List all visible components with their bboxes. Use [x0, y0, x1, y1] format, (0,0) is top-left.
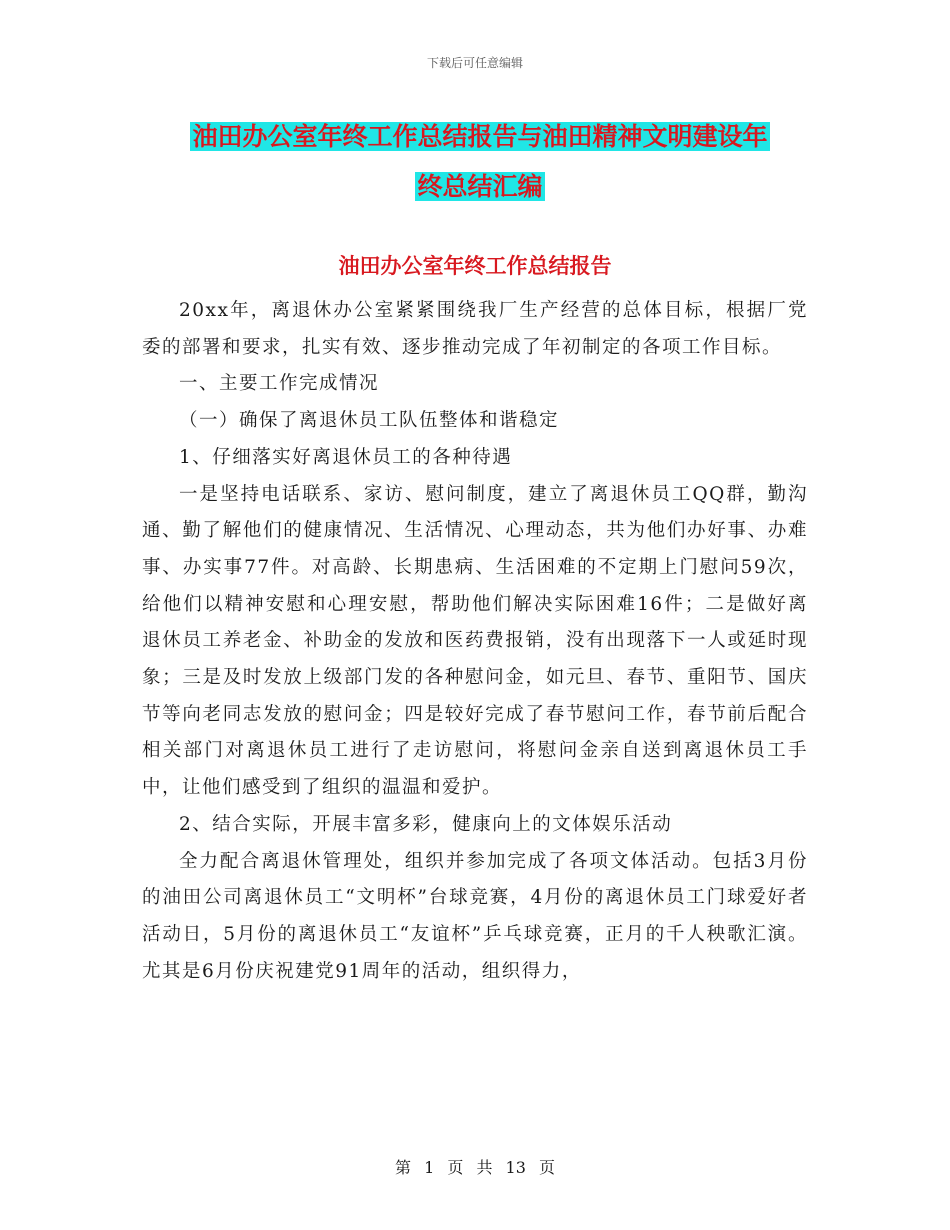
body-text — [142, 293, 808, 990]
paragraph: 一是坚持电话联系、家访、慰问制度，建立了离退休员工QQ群，勤沟通、勤了解他们的健康情况、生活情况、心理动态，共为他们办好事、办难事、办实事77件。对高龄、长期患病、生活困难的不定期上门慰问59次，给他们以精神安慰和心理安慰，帮助他们解决实际困难16件；二是做好离退休员工养老金、补助金的发放和医药费报销，没有出现落下一人或延时现象；三是及时发放上级部门发的各种慰问金，如元旦、春节、重阳节、国庆节等向老同志发放的慰问金；四是较好完成了春节慰问工作，春节前后配合相关部门对离退休员工进行了走访慰问，将慰问金亲自送到离退休员工手中，让他们感受到了组织的温温和爱护。 — [142, 483, 808, 799]
heading-level-2: （一）确保了离退休员工队伍整体和谐稳定 — [179, 410, 560, 432]
paragraph: 全力配合离退休管理处，组织并参加完成了各项文体活动。包括3月份的油田公司离退休员工“文明杯”台球竞赛，4月份的离退休员工门球爱好者活动日，5月份的离退休员工“友谊杯”乒乓球竞赛，正月的千人秧歌汇演。尤其是6月份庆祝建党91周年的活动，组织得力， — [142, 850, 808, 982]
header-note: 下载后可任意编辑 — [426, 56, 523, 70]
heading-level-3: 1、仔细落实好离退休员工的各种待遇 — [179, 446, 513, 468]
document-title — [140, 112, 820, 212]
page-footer: 第 1 页 共 13 页 — [395, 1158, 555, 1177]
paragraph: 20xx年，离退休办公室紧紧围绕我厂生产经营的总体目标，根据厂党委的部署和要求，扎实有效、逐步推动完成了年初制定的各项工作目标。 — [142, 300, 808, 358]
section-title: 油田办公室年终工作总结报告 — [338, 254, 612, 278]
heading-level-1: 一、主要工作完成情况 — [179, 373, 380, 395]
title-line-1: 油田办公室年终工作总结报告与油田精神文明建设年 — [192, 122, 768, 151]
heading-level-3: 2、结合实际，开展丰富多彩，健康向上的文体娱乐活动 — [179, 813, 673, 835]
title-line-2: 终总结汇编 — [417, 172, 543, 201]
